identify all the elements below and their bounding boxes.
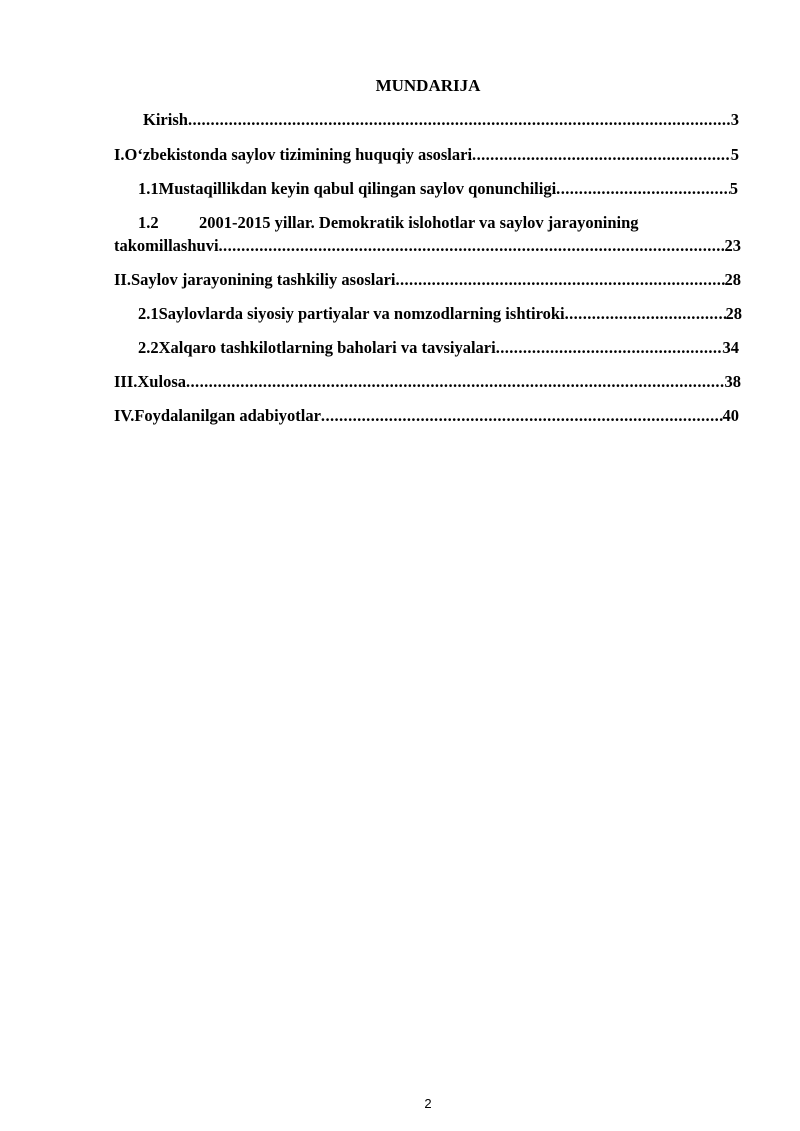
toc-page-number: 28	[724, 270, 741, 289]
toc-leader-dots	[472, 145, 731, 165]
toc-label: O‘zbekistonda saylov tizimining huquqiy asoslari	[124, 145, 473, 164]
toc-number: 1.2	[138, 213, 159, 232]
toc-label: Saylov jarayonining tashkiliy asoslari	[130, 270, 396, 289]
toc-number: III.	[114, 372, 138, 391]
toc-number: 1.1	[138, 179, 159, 198]
toc-label: Mustaqillikdan keyin qabul qilingan saylov qonunchiligi	[158, 179, 557, 198]
toc-label: Saylovlarda siyosiy partiyalar va nomzodlarning ishtiroki	[158, 304, 565, 323]
toc-leader-dots	[395, 270, 724, 290]
toc-page-number: 34	[722, 338, 739, 357]
toc-leader-dots	[556, 179, 730, 199]
toc-leader-dots	[496, 338, 723, 358]
toc-number: 2.1	[138, 304, 159, 323]
toc-leader-dots	[188, 110, 731, 130]
page-title: MUNDARIJA	[375, 76, 481, 95]
toc-page-number: 28	[725, 304, 742, 323]
toc-label: Xalqaro tashkilotlarning baholari va tavsiyalari	[158, 338, 496, 357]
toc-label: Xulosa	[137, 372, 186, 391]
toc-page-number: 3	[730, 110, 739, 129]
toc-entry-chapter-3[interactable]	[114, 372, 741, 392]
toc-number: II.	[114, 270, 131, 289]
toc-page-number: 5	[729, 179, 738, 198]
toc-leader-dots	[219, 236, 725, 256]
page-footer-number: 2	[424, 1096, 432, 1111]
toc-page-number: 38	[724, 372, 741, 391]
toc-label: Kirish	[143, 110, 188, 129]
toc-label: takomillashuvi	[114, 236, 219, 255]
toc-number: IV.	[114, 406, 135, 425]
toc-entry-section-2-2[interactable]	[138, 338, 739, 358]
toc-entry-section-2-1[interactable]	[138, 304, 742, 324]
toc-entry-chapter-4[interactable]	[114, 406, 739, 426]
toc-label: Foydalanilgan adabiyotlar	[134, 406, 321, 425]
toc-entry-section-1-2[interactable]	[114, 236, 741, 256]
toc-entry-chapter-2[interactable]	[114, 270, 741, 290]
toc-number: I.	[114, 145, 125, 164]
toc-number: 2.2	[138, 338, 159, 357]
toc-entry-section-1-2-line1[interactable]	[138, 213, 639, 233]
toc-leader-dots	[565, 304, 726, 324]
toc-page-number: 40	[722, 406, 739, 425]
toc-leader-dots	[186, 372, 725, 392]
toc-leader-dots	[321, 406, 723, 426]
toc-page-number: 23	[724, 236, 741, 255]
toc-page-number: 5	[730, 145, 739, 164]
toc-entry-kirish[interactable]	[143, 110, 739, 130]
toc-entry-chapter-1[interactable]	[114, 145, 739, 165]
toc-label-line1: 2001-2015 yillar. Demokratik islohotlar va saylov jarayonining	[199, 213, 639, 232]
toc-entry-section-1-1[interactable]	[138, 179, 738, 199]
